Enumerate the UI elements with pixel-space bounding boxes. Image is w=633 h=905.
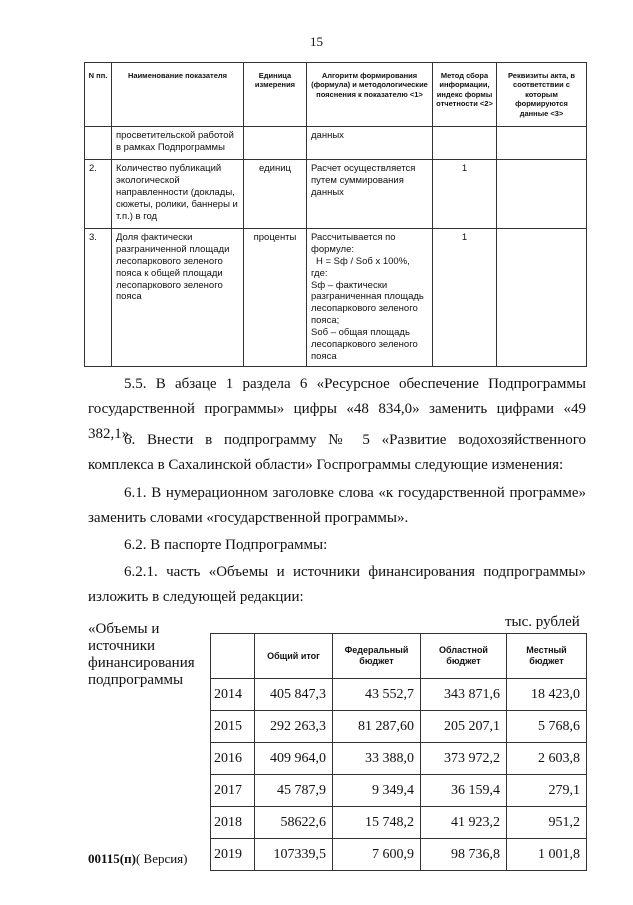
finance-federal: 15 748,2: [333, 807, 421, 839]
row-name: Количество публикаций экологической направленности (доклады, сюжеты, ролики, баннеры и т.п.) в год: [112, 160, 244, 229]
finance-total: 45 787,9: [255, 775, 333, 807]
document-version: ( Версия): [135, 851, 188, 866]
finance-row: [211, 807, 587, 839]
finance-unit: тыс. рублей: [505, 614, 580, 630]
finance-year: 2019: [211, 839, 255, 871]
finance-label: «Объемы и источники финансирования подпрограммы: [88, 621, 195, 688]
finance-year: 2015: [211, 711, 255, 743]
header-algorithm: Алгоритм формирования (формула) и методологические пояснения к показателю <1>: [307, 63, 433, 127]
row-requisites: [497, 160, 587, 229]
finance-federal: 43 552,7: [333, 679, 421, 711]
finance-table: [210, 633, 587, 871]
formula-intro: Рассчитывается по формуле:: [311, 232, 396, 255]
finance-header-year: [211, 634, 255, 679]
header-name: Наименование показателя: [112, 63, 244, 127]
finance-total: 292 263,3: [255, 711, 333, 743]
finance-total: 58622,6: [255, 807, 333, 839]
finance-federal: 81 287,60: [333, 711, 421, 743]
finance-year: 2018: [211, 807, 255, 839]
table-row: [85, 160, 587, 229]
finance-header-local: Местный бюджет: [507, 634, 587, 679]
row-method: [433, 127, 497, 160]
finance-header-total: Общий итог: [255, 634, 333, 679]
row-num: [85, 127, 112, 160]
row-algorithm: данных: [307, 127, 433, 160]
row-unit: [244, 127, 307, 160]
table-row: [85, 127, 587, 160]
finance-row: [211, 711, 587, 743]
row-name: просветительской работой в рамках Подпрограммы: [112, 127, 244, 160]
formula-sf: Sф – фактически разграниченная площадь лесопаркового зеленого пояса;: [311, 279, 424, 327]
row-algorithm: Расчет осуществляется путем суммирования данных: [307, 160, 433, 229]
finance-regional: 36 159,4: [421, 775, 507, 807]
finance-row: [211, 839, 587, 871]
row-method: 1: [433, 160, 497, 229]
header-num: N пп.: [85, 63, 112, 127]
finance-local: 951,2: [507, 807, 587, 839]
indicator-table: [84, 62, 587, 367]
formula-sob: Sоб – общая площадь лесопаркового зеленого пояса: [311, 327, 418, 362]
row-requisites: [497, 229, 587, 367]
row-method: 1: [433, 229, 497, 367]
finance-header-federal: Федеральный бюджет: [333, 634, 421, 679]
finance-local: 5 768,6: [507, 711, 587, 743]
finance-total: 107339,5: [255, 839, 333, 871]
finance-row: [211, 775, 587, 807]
paragraph-6: 6. Внести в подпрограмму № 5 «Развитие водохозяйственного комплекса в Сахалинской области» Госпрограммы следующие изменения:: [88, 432, 586, 473]
row-unit: проценты: [244, 229, 307, 367]
finance-federal: 7 600,9: [333, 839, 421, 871]
paragraph-6-2-1: 6.2.1. часть «Объемы и источники финансирования подпрограммы» изложить в следующей редакции:: [88, 564, 586, 605]
paragraph-5-5: 5.5. В абзаце 1 раздела 6 «Ресурсное обеспечение Подпрограммы государственной программы» цифры «48 834,0» заменить цифрами «49 382,1».: [88, 376, 586, 442]
document-footer: [88, 851, 188, 867]
formula: H = Sф / Sоб x 100%, где:: [311, 255, 410, 279]
row-num: 2.: [85, 160, 112, 229]
finance-year: 2014: [211, 679, 255, 711]
finance-local: 2 603,8: [507, 743, 587, 775]
finance-row: [211, 679, 587, 711]
row-unit: единиц: [244, 160, 307, 229]
finance-year: 2016: [211, 743, 255, 775]
finance-regional: 343 871,6: [421, 679, 507, 711]
finance-row: [211, 743, 587, 775]
header-unit: Единица измерения: [244, 63, 307, 127]
finance-regional: 41 923,2: [421, 807, 507, 839]
finance-regional: 205 207,1: [421, 711, 507, 743]
header-requisites: Реквизиты акта, в соответствии с которым формируются данные <3>: [497, 63, 587, 127]
row-algorithm: [307, 229, 433, 367]
finance-federal: 9 349,4: [333, 775, 421, 807]
finance-regional: 373 972,2: [421, 743, 507, 775]
finance-regional: 98 736,8: [421, 839, 507, 871]
row-num: 3.: [85, 229, 112, 367]
finance-total: 409 964,0: [255, 743, 333, 775]
row-name: Доля фактически разграниченной площади лесопаркового зеленого пояса к общей площади лесопаркового зеленого пояса: [112, 229, 244, 367]
document-code: 00115(п): [88, 851, 136, 866]
finance-header-regional: Областной бюджет: [421, 634, 507, 679]
header-method: Метод сбора информации, индекс формы отчетности <2>: [433, 63, 497, 127]
finance-local: 1 001,8: [507, 839, 587, 871]
table-row: [85, 229, 587, 367]
page-number: 15: [310, 34, 323, 49]
row-requisites: [497, 127, 587, 160]
paragraph-6-2: 6.2. В паспорте Подпрограммы:: [124, 537, 328, 553]
finance-total: 405 847,3: [255, 679, 333, 711]
paragraph-6-1: 6.1. В нумерационном заголовке слова «к государственной программе» заменить словами «государственной программы».: [88, 485, 586, 526]
finance-federal: 33 388,0: [333, 743, 421, 775]
finance-local: 279,1: [507, 775, 587, 807]
finance-year: 2017: [211, 775, 255, 807]
finance-local: 18 423,0: [507, 679, 587, 711]
